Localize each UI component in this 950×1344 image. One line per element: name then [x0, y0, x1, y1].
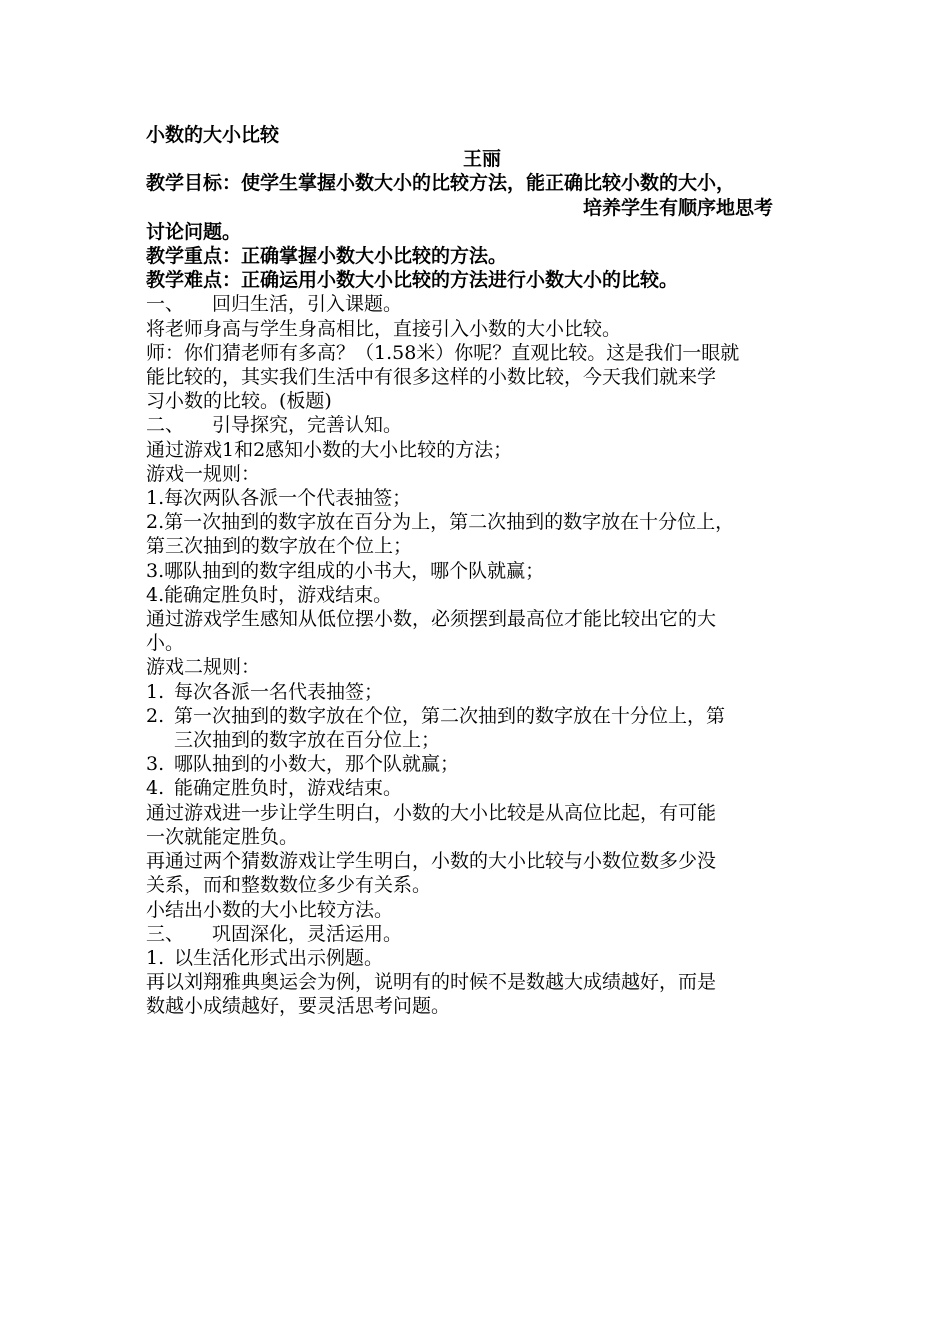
- paragraph: 能比较的，其实我们生活中有很多这样的小数比较，今天我们就来学: [146, 366, 717, 389]
- section-3-item: [146, 946, 818, 970]
- section-number: 一、: [146, 293, 185, 316]
- section-number: 二、: [146, 414, 185, 437]
- section-1-heading: [146, 292, 818, 316]
- teaching-goal-line1: 教学目标：使学生掌握小数大小的比较方法，能正确比较小数的大小，: [146, 172, 736, 195]
- teaching-goal-line3: 讨论问题。: [146, 220, 242, 243]
- paragraph: 一次就能定胜负。: [146, 825, 299, 848]
- rule-number: 3.: [146, 753, 165, 776]
- section-title: 巩固深化，灵活运用。: [212, 922, 403, 945]
- rule-text: 三次抽到的数字放在百分位上；: [174, 729, 441, 752]
- paragraph: 将老师身高与学生身高相比，直接引入小数的大小比较。: [146, 317, 622, 340]
- paragraph: 通过游戏学生感知从低位摆小数，必须摆到最高位才能比较出它的大: [146, 608, 717, 631]
- rule-number: 4.: [146, 777, 165, 800]
- section-title: 引导探究，完善认知。: [212, 414, 403, 437]
- paragraph: 关系，而和整数数位多少有关系。: [146, 874, 432, 897]
- teaching-goal-line2: 培养学生有顺序地思考: [583, 196, 774, 219]
- game-2-rule: [146, 680, 818, 704]
- section-3-heading: [146, 922, 818, 946]
- paragraph: 习小数的比较。(板题): [146, 390, 332, 413]
- rule-number: 1.: [146, 680, 165, 703]
- paragraph: 小结出小数的大小比较方法。: [146, 898, 394, 921]
- teaching-key-point: 教学重点：正确掌握小数大小比较的方法。: [146, 245, 508, 268]
- game-2-rule: [146, 776, 818, 800]
- paragraph: 数越小成绩越好，要灵活思考问题。: [146, 995, 451, 1018]
- game-1-rule: 4.能确定胜负时，游戏结束。: [146, 583, 393, 606]
- rule-text: 能确定胜负时，游戏结束。: [174, 777, 403, 800]
- paragraph: 师：你们猜老师有多高？（1.58米）你呢？直观比较。这是我们一眼就: [146, 341, 740, 364]
- lesson-plan-document: [146, 123, 818, 1019]
- item-text: 以生活化形式出示例题。: [174, 946, 384, 969]
- rule-text: 哪队抽到的小数大，那个队就赢；: [174, 753, 460, 776]
- section-2-heading: [146, 413, 818, 437]
- paragraph: 再以刘翔雅典奥运会为例，说明有的时候不是数越大成绩越好，而是: [146, 971, 717, 994]
- game-2-rule: [146, 752, 818, 776]
- game-1-rule: 2.第一次抽到的数字放在百分为上，第二次抽到的数字放在十分位上，: [146, 511, 735, 534]
- paragraph: 再通过两个猜数游戏让学生明白，小数的大小比较与小数位数多少没: [146, 850, 717, 873]
- paragraph: 小。: [146, 632, 185, 655]
- section-number: 三、: [146, 922, 185, 945]
- game-1-rule: 1.每次两队各派一个代表抽签；: [146, 487, 412, 510]
- game-2-title: 游戏二规则：: [146, 656, 261, 679]
- teaching-difficulty: 教学难点：正确运用小数大小比较的方法进行小数大小的比较。: [146, 269, 679, 292]
- rule-text: 第一次抽到的数字放在个位，第二次抽到的数字放在十分位上，第: [174, 704, 726, 727]
- paragraph: 通过游戏进一步让学生明白，小数的大小比较是从高位比起，有可能: [146, 801, 717, 824]
- rule-text: 每次各派一名代表抽签；: [174, 680, 384, 703]
- section-title: 回归生活，引入课题。: [212, 293, 403, 316]
- item-number: 1.: [146, 946, 165, 969]
- game-2-rule: [146, 704, 818, 752]
- paragraph: 通过游戏1和2感知小数的大小比较的方法；: [146, 438, 513, 461]
- game-1-rule: 第三次抽到的数字放在个位上；: [146, 535, 413, 558]
- document-title: 小数的大小比较: [146, 124, 280, 146]
- author-name: 王丽: [463, 148, 502, 171]
- game-1-rule: 3.哪队抽到的数字组成的小书大，哪个队就赢；: [146, 559, 545, 582]
- rule-number: 2.: [146, 704, 165, 727]
- game-1-title: 游戏一规则：: [146, 462, 261, 485]
